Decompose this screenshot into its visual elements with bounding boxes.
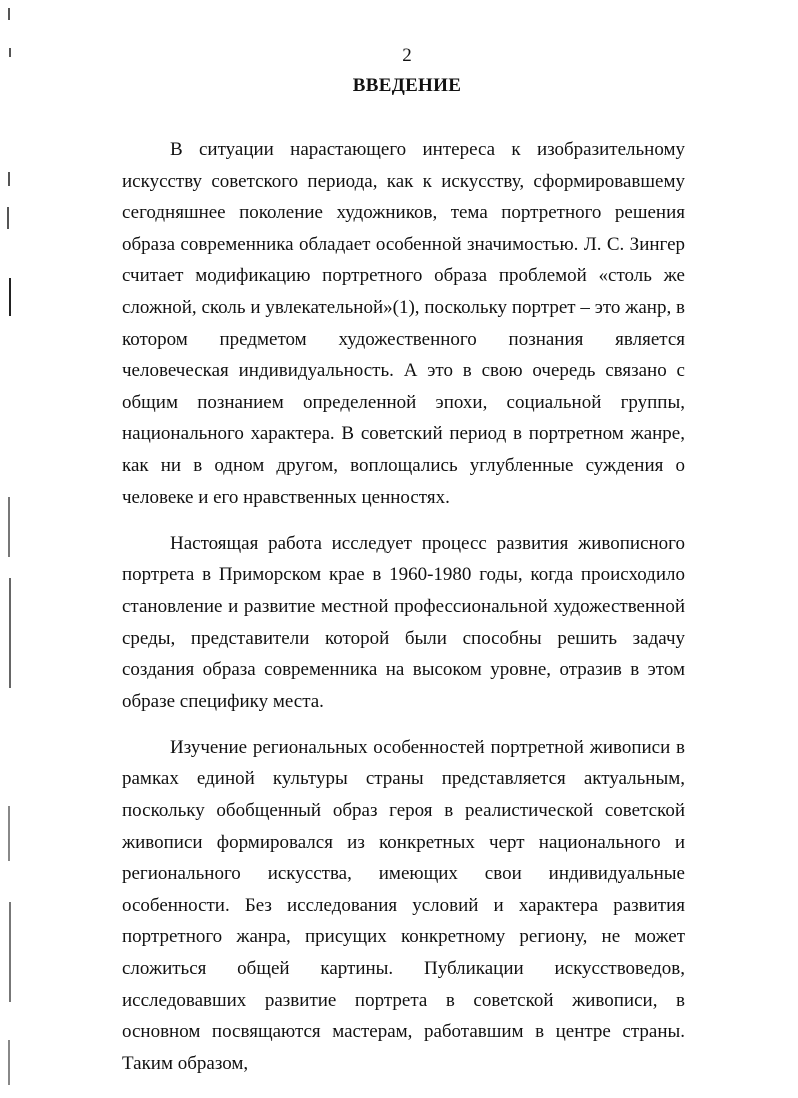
paragraph-2: Настоящая работа исследует процесс развития живописного портрета в Приморском крае в 1960-1980 годы, когда происходило становление и развитие местной профессиональной художественной среды, представители которой были способны решить задачу создания образа современника на высоком уровне, отразив в этом образе специфику места. <box>122 532 685 712</box>
paragraph-3: Изучение региональных особенностей портретной живописи в рамках единой культуры страны представляется актуальным, поскольку обобщенный образ героя в реалистической советской живописи формировался из конкретных черт национального и регионального искусства, имеющих свои индивидуальные особенности. Без исследования условий и характера развития портретного жанра, присущих конкретному региону, не может сложиться общей картины. Публикации искусствоведов, исследовавших развитие портрета в советской живописи, в основном посвящаются мастерам, работавшим в центре страны. Таким образом, <box>122 736 685 1074</box>
paragraph-1: В ситуации нарастающего интереса к изобразительному искусству советского периода, как к искусству, сформировавшему сегодняшнее поколение художников, тема портретного решения образа современника обладает особенной значимостью. Л. С. Зингер считает модификацию портретного образа проблемой «столь же сложной, сколь и увлекательной»(1), поскольку портрет – это жанр, в котором предметом художественного познания является человеческая индивидуальность. А это в свою очередь связано с общим познанием определенной эпохи, социальной группы, национального характера. В советский период в портретном жанре, как ни в одном другом, воплощались углубленные суждения о человеке и его нравственных ценностях. <box>122 139 685 508</box>
body-text <box>122 134 685 1094</box>
page-number: 2 <box>402 45 412 66</box>
scan-margin-artifacts <box>0 0 30 1098</box>
page-title: ВВЕДЕНИЕ <box>352 75 462 96</box>
